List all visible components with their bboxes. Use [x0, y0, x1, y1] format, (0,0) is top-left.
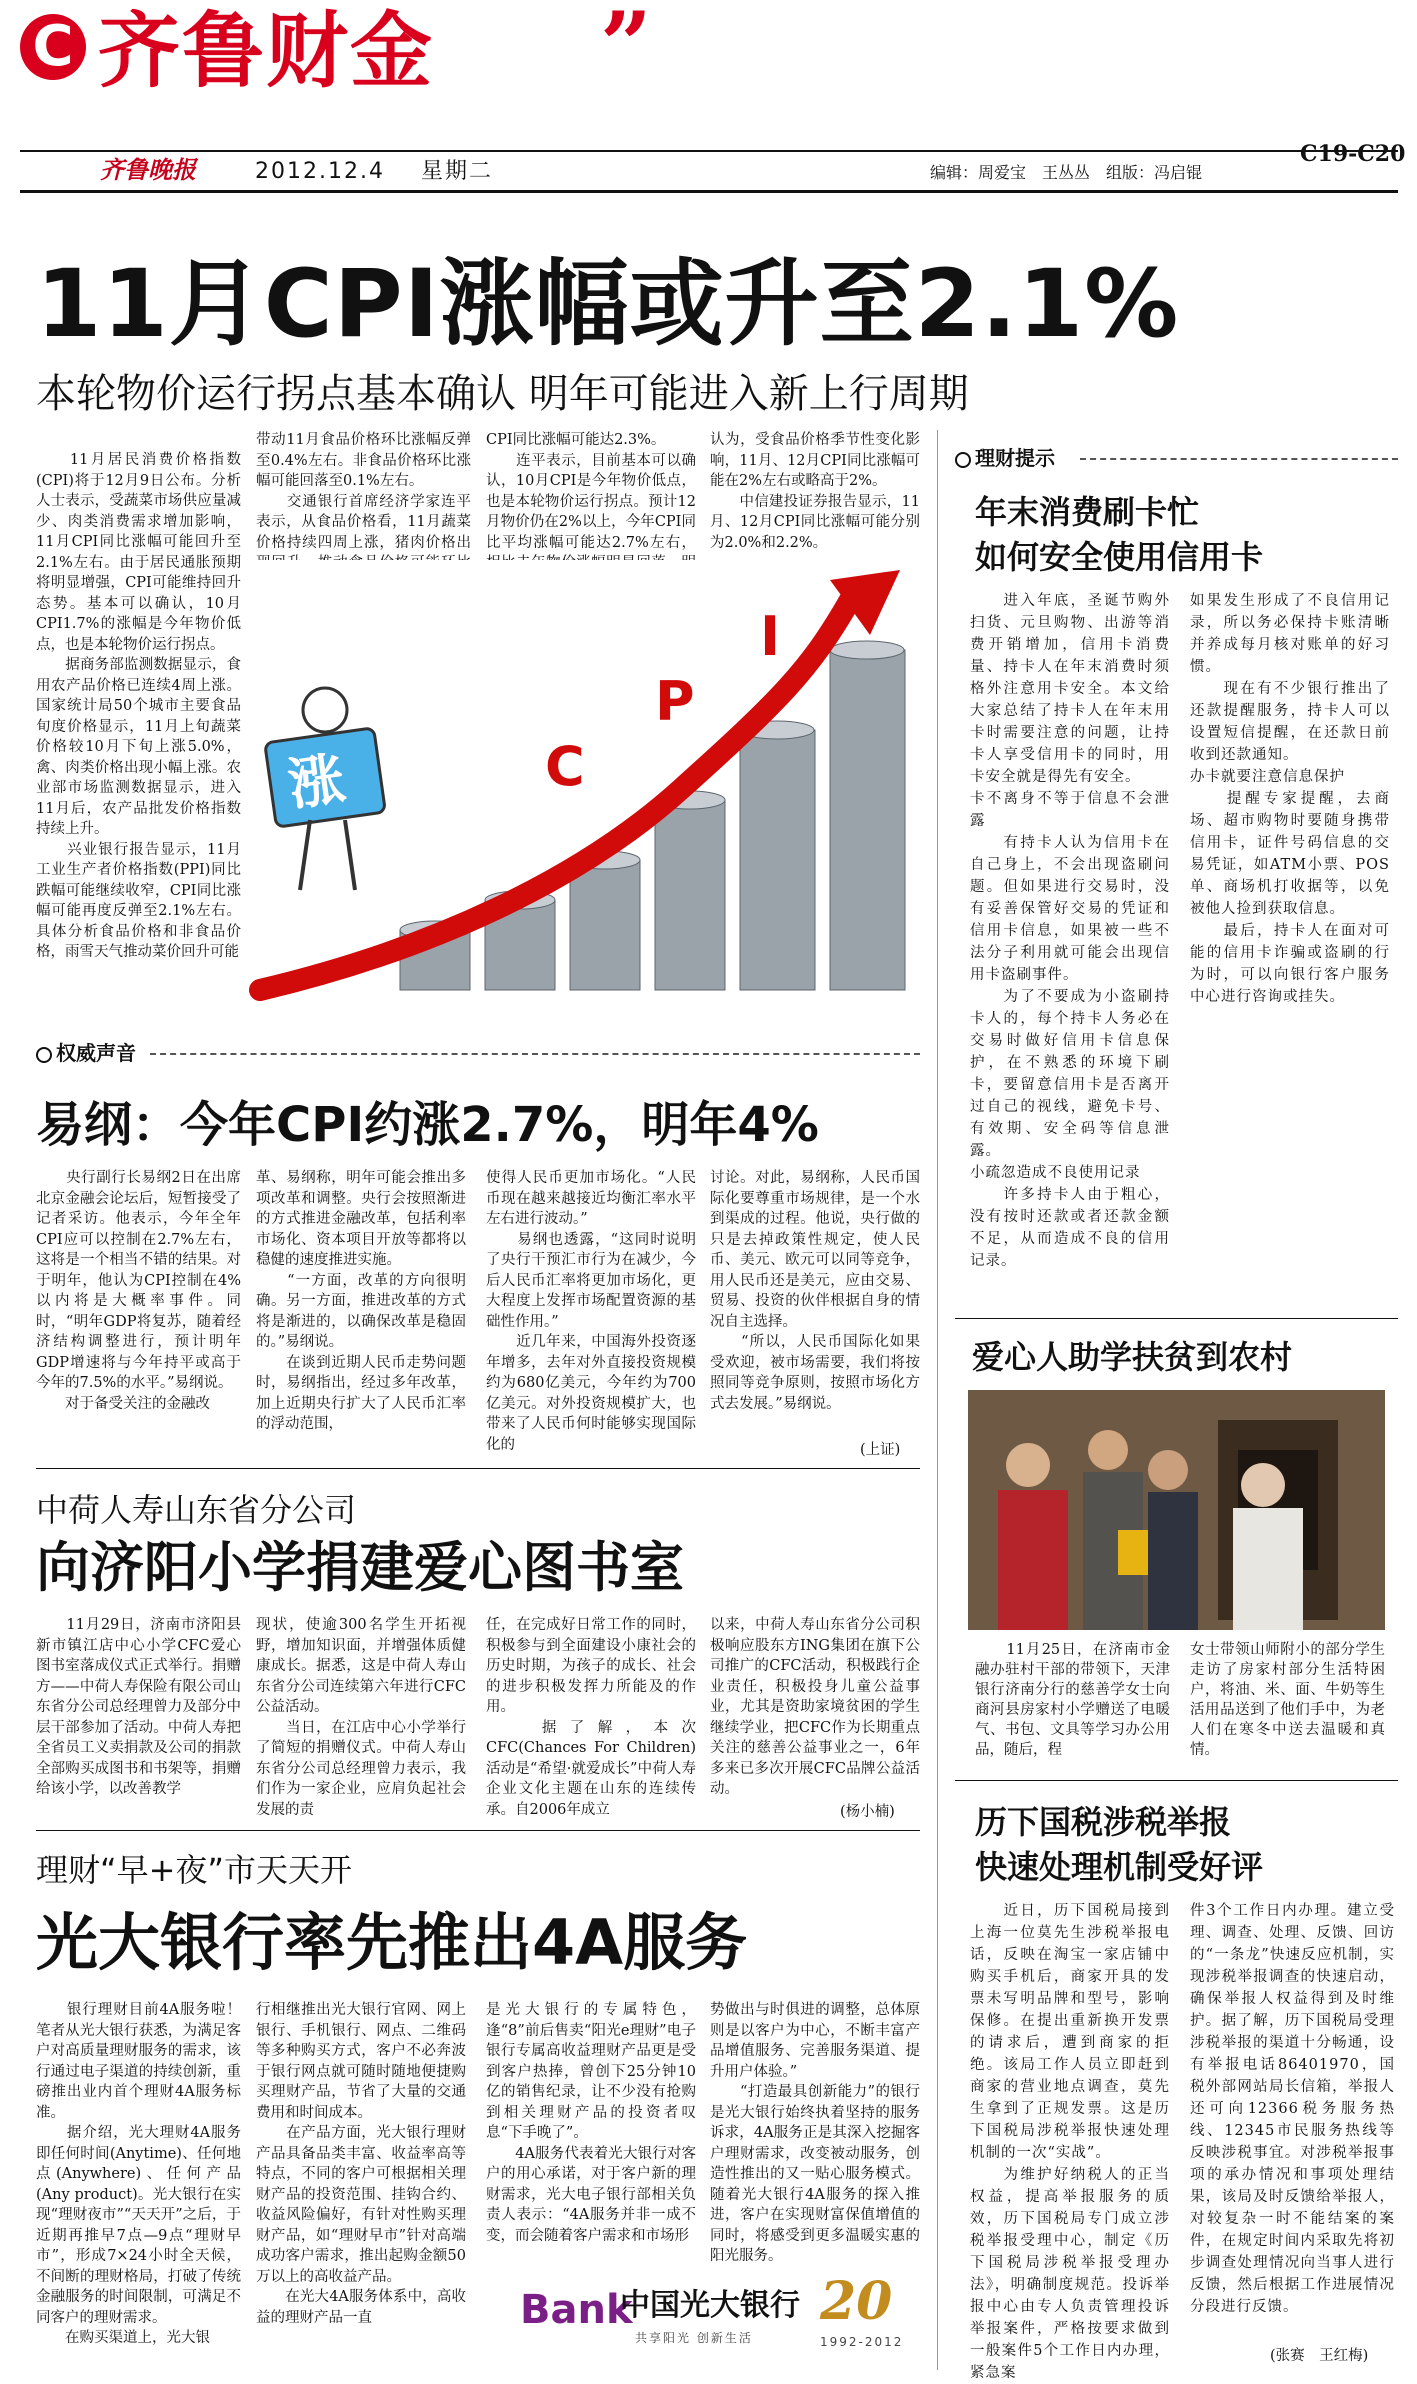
cebbank-logo: Bank	[520, 2287, 633, 2333]
rule-3	[36, 1830, 920, 1831]
section-authority: 权威声音	[36, 1040, 136, 1066]
lead-column-4: 认为，受食品价格季节性变化影响，11月、12月CPI同比涨幅可能在2%左右或略高于2%。 中信建投证券报告显示，11月、12月CPI同比涨幅可能分别为2.0%和2.2%。	[710, 432, 920, 551]
lead-column-1: 11月居民消费价格指数(CPI)将于12月9日公布。分析人士表示，受蔬菜市场供应量减少、肉类消费需求增加影响，11月CPI同比涨幅可能回升至2.1%左右。由于居民通胀预期将明显增强，CPI可能维持回升态势。基本可以确认，10月CPI1.7%的涨幅是今年物价低点，也是本轮物价运行拐点。 据商务部监测数据显示，食用农产品价格已连续4周上涨。国家统计局50个城市主要食品旬度价格显示，11月上旬蔬菜价格较10月下旬上涨5.0%，禽、肉类价格出现小幅上涨。农业部市场监测数据显示，进入11月后，农产品批发价格指数持续上升。 兴业银行报告显示，11月工业生产者价格指数(PPI)同比跌幅可能继续收窄，CPI同比涨幅可能再度反弹至2.1%左右。具体分析食品价格和非食品价格，雨雪天气推动菜价回升可能	[36, 452, 241, 960]
authority-credit: (上证)	[860, 1442, 901, 1458]
tax-headline-2: 快速处理机制受好评	[975, 1848, 1264, 1886]
authority-column-2: 革、易纲称，明年可能会推出多项改革和调整。央行会按照渐进的方式推进金融改革，包括利率市场化、资本项目开放等都将以稳健的速度推进实施。 “一方面，改革的方向很明确。另一方面，推进改革的方式将是渐进的，以确保改革是稳固的。”易纲说。 在谈到近期人民币走势问题时，易纲指出，经过多年改革，加上近期央行扩大了人民币汇率的浮动范围，	[256, 1170, 466, 1432]
library-column-1: 11月29日，济南市济阳县新市镇江店中心小学CFC爱心图书室落成仪式正式举行。捐赠方——中荷人寿保险有限公司山东省分公司总经理曾力及部分中层干部参加了活动。中荷人寿把全省员工义卖捐款及公司的捐款全部购买成图书和书架等，捐赠给该小学，以改善教学	[36, 1617, 241, 1797]
issue-weekday: 星期二	[420, 159, 493, 184]
lead-column-3: CPI同比涨幅可能达2.3%。 连平表示，目前基本可以确认，10月CPI是今年物价低点，也是本轮物价运行拐点。预计12月物价仍在2%以上，今年CPI同比平均涨幅可能达2.7%左右，	[486, 432, 696, 551]
dateline	[255, 158, 493, 186]
library-column-4: 以来，中荷人寿山东省分公司积极响应股东方ING集团在旗下公司推广的CFC活动，积极践行企业责任，积极投身儿童公益事业，尤其是资助家境贫困的学生继续学业，把CFC作为长期重点关注的慈善公益事业之一，6年多来已多次开展CFC品牌公益活动。	[710, 1617, 920, 1797]
bank-column-2: 行相继推出光大银行官网、网上银行、手机银行、网点、二维码等多种购买方式，客户不必奔波于银行网点就可随时随地便捷购买理财产品，节省了大量的交通费用和时间成本。 在产品方面，光大银行理财产品具备品类丰富、收益率高等特点，不同的客户可根据相关理财产品的投资范围、挂钩合约、收益风险偏好，有针对性购买理财产品，如“理财早市”针对高端成功客户需求，推出起购金额50万以上的高收益产品。 在光大4A服务体系中，高收益的理财产品一直	[256, 2002, 466, 2326]
bank-headline: 光大银行率先推出4A服务	[36, 1906, 748, 1979]
masthead-title: 齐鲁财金	[98, 4, 435, 99]
library-kicker: 中荷人寿山东省分公司	[36, 1491, 357, 1529]
svg-text:I: I	[760, 605, 781, 668]
tax-column-2: 件3个工作日内办理。建立受理、调查、处理、反馈、回访的“一条龙”快速反应机制，实现涉税举报调查的快速启动，确保举报人权益得到及时维护。据了解，历下国税局受理涉税举报的渠道十分畅通，设有举报电话86401970，国税外部网站局长信箱，举报人还可向12366税务服务热线、12345市民服务热线等反映涉税事宜。对涉税举报事项的承办情况和事项处理结果，该局及时反馈给举报人，对较复杂一时不能结案的案件，在规定时间内采取先将初步调查处理情况向当事人进行反馈，然后根据工作进展情况分段进行反馈。	[1190, 1903, 1395, 2315]
masthead-rule	[20, 150, 1398, 152]
cebbank-name: 中国光大银行	[620, 2288, 800, 2323]
library-column-3: 任，在完成好日常工作的同时，积极参与到全面建设小康社会的历史时期，为孩子的成长、社会的进步积极发挥力所能及的作用。 据了解，本次CFC(Chances For Children)活动是“希望·就爱成长”中荷人寿企业文化主题在山东的连续传承。自2006年成立	[486, 1617, 696, 1818]
bank-column-1: 银行理财目前4A服务啦！笔者从光大银行获悉，为满足客户对高质量理财服务的需求，该行通过电子渠道的持续创新，重磅推出业内首个理财4A服务标准。 据介绍，光大理财4A服务即任何时间(Anytime)、任何地点(Anywhere)、任何产品(Any product)。光大银行在实现“理财夜市”“天天开”之后，于近期再推早7点—9点“理财早市”，形成7×24小时全天候，不间断的理财格局，打破了传统金融服务的时间限制，可满足不同客户的理财需求。 在购买渠道上，光大银	[36, 2002, 241, 2346]
tips-column-1: 进入年底，圣诞节购外扫货、元旦购物、出游等消费开销增加，信用卡消费量、持卡人在年末消费时须格外注意用卡安全。本文给大家总结了持卡人在年末用卡时需要注意的问题，让持卡人享受信用卡的同时，用卡安全就是得先有安全。 卡不离身不等于信息不会泄露 有持卡人认为信用卡在自己身上，不会出现盗刷问题。但如果进行交易时，没有妥善保管好交易的凭证和信用卡信息，如果被一些不法分子利用就可能会出现信用卡盗刷事件。 为了不要成为小盗刷持卡人的，每个持卡人务必在交易时做好信用卡信息保护，在不熟悉的环境下刷卡，要留意信用卡是否离开过自己的视线，避免卡号、有效期、安全码等信息泄露。 小疏忽造成不良使用记录 许多持卡人由于粗心，没有按时还款或者还款金额不足，从而造成不良的信用记录。	[970, 593, 1170, 1269]
cebbank-ad	[520, 2268, 920, 2368]
rule-5	[955, 1780, 1398, 1781]
page-numbers: C19-C20	[1300, 141, 1406, 167]
charity-photo	[968, 1390, 1385, 1630]
cpi-coins-illustration	[250, 560, 920, 1010]
lead-column-2: 带动11月食品价格环比涨幅反弹至0.4%左右。非食品价格环比涨幅可能回落至0.1%左右。 交通银行首席经济学家连平表示，从食品价格看，11月蔬菜价格持续四周上涨，猪肉价格出	[256, 432, 471, 551]
tips-headline-1: 年末消费刷卡忙	[975, 493, 1200, 531]
section-divider	[150, 1053, 920, 1055]
library-column-2: 现状，使逾300名学生开拓视野，增加知识面，并增强体质健康成长。据悉，这是中荷人寿山东省分公司连续第六年进行CFC公益活动。 当日，在江店中心小学举行了简短的捐赠仪式。中荷人寿山东省分公司总经理曾力表示，我们作为一家企业，应肩负起社会发展的责	[256, 1617, 466, 1818]
masthead-quote-mark: ”	[600, 0, 652, 98]
bank-column-3: 是光大银行的专属特色，逢“8”前后售卖“阳光e理财”电子银行专属高收益理财产品更是受到客户热捧，曾创下25分钟10亿的销售纪录，让不少没有抢购到相关理财产品的投资者叹息“下手晚了”。 4A服务代表着光大银行对客户的用心承诺，对于客户新的理财需求，光大电子银行部相关负责人表示：“4A服务并非一成不变，而会随着客户需求和市场形	[486, 2002, 696, 2244]
authority-column-3: 使得人民币更加市场化。“人民币现在越来越接近均衡汇率水平左右进行波动。” 易纲也透露，“这同时说明了央行干预汇市行为在减少，今后人民币汇率将更加市场化，更大程度上发挥市场配置资源的基础性作用。” 近几年来，中国海外投资逐年增多，去年对外直接投资规模约为680亿美元，今年约为700亿美元。对外投资规模扩大，也带来了人民币何时能够实现国际化的	[486, 1170, 696, 1453]
rule-2	[36, 1468, 920, 1469]
anniversary-years: 1992-2012	[820, 2335, 904, 2349]
charity-caption-2: 女士带领山师附小的部分学生走访了房家村部分生活特困户，将油、米、面、牛奶等生活用品送到了他们手中，为老人们在寒冬中送去温暖和真情。	[1190, 1642, 1385, 1758]
lead-subheadline: 本轮物价运行拐点基本确认 明年可能进入新上行周期	[36, 371, 969, 417]
authority-column-1: 央行副行长易纲2日在出席北京金融会论坛后，短暂接受了记者采访。他表示，今年全年CPI应可以控制在2.7%左右，这将是一个相当不错的结果。对于明年，他认为CPI控制在4%以内将是大概率事件。同时，“明年GDP将复苏，随着经济结构调整进行，预计明年GDP增速将与今年持平或高于今年的7.5%的水平。”易纲说。 对于备受关注的金融改	[36, 1170, 241, 1412]
section-tips: 理财提示	[955, 445, 1055, 471]
editors-line: 编辑：周爱宝 王丛丛 组版：冯启锟	[930, 163, 1203, 182]
paper-name: 齐鲁晚报	[100, 155, 196, 184]
library-credit: (杨小楠)	[840, 1804, 895, 1820]
cebbank-slogan: 共享阳光 创新生活	[635, 2331, 753, 2345]
tax-column-1: 近日，历下国税局接到上海一位莫先生涉税举报电话，反映在淘宝一家店铺中购买手机后，商家开具的发票未写明品牌和型号，影响保修。在提出重新换开发票的请求后，遭到商家的拒绝。该局工作人员立即赶到商家的营业地点调查，莫先生拿到了正规发票。这是历下国税局涉税举报快速处理机制的一次“实战”。 为维护好纳税人的正当权益，提高举报服务的质效，历下国税局专门成立涉税举报受理中心，制定《历下国税局涉税举报受理办法》，明确制度规范。投诉举报中心由专人负责管理投诉举报案件，严格按要求做到一般案件5个工作日内办理，紧急案	[970, 1903, 1170, 2381]
tips-column-2: 如果发生形成了不良信用记录，所以务必保持卡账清晰并养成每月核对账单的好习惯。 现在有不少银行推出了还款提醒服务，持卡人可以设置短信提醒，在还款日前收到还款通知。 办卡就要注意信息保护 提醒专家提醒，去商场、超市购物时要随身携带信用卡，证件号码信息的交易凭证，如ATM小票、POS单、商场机打收据等，以免被他人捡到获取信息。 最后，持卡人在面对可能的信用卡诈骗或盗刷的行为时，可以向银行客户服务中心进行咨询或挂失。	[1190, 593, 1390, 1005]
tax-credit: (张赛 王红梅)	[1270, 2348, 1369, 2364]
column-divider	[937, 430, 938, 2370]
anniversary-mark: 20	[820, 2271, 893, 2332]
issue-date: 2012.12.4	[255, 159, 385, 184]
charity-caption-1: 11月25日，在济南市金融办驻村干部的带领下，天津银行济南分行的慈善学女士向商河县房家村小学赠送了电暖气、书包、文具等学习办公用品，随后，程	[975, 1642, 1170, 1758]
rule-4	[955, 1318, 1398, 1319]
authority-column-4: 讨论。对此，易纲称，人民币国际化要尊重市场规律，是一个水到渠成的过程。他说，央行做的只是去掉政策性规定，使人民币、美元、欧元可以同等竞争，用人民币还是美元，应由交易、贸易、投资的伙伴根据自身的情况自主选择。 “所以，人民币国际化如果受欢迎，被市场需要，我们将按照同等竞争原则，按照市场化方式去发展。”易纲说。	[710, 1170, 920, 1412]
masthead-logo-icon: C	[20, 14, 86, 80]
library-headline: 向济阳小学捐建爱心图书室	[36, 1536, 684, 1599]
svg-text:涨: 涨	[284, 746, 349, 819]
svg-text:C: C	[545, 735, 585, 798]
bank-column-4: 势做出与时俱进的调整，总体原则是以客户为中心，不断丰富产品增值服务、完善服务渠道、提升用户体验。” “打造最具创新能力”的银行是光大银行始终执着坚持的服务诉求，4A服务正是其深入挖掘客户理财需求，改变被动服务，创造性推出的又一贴心服务模式。随着光大银行4A服务的探入推进，客户在实现财富保值增值的同时，将感受到更多温暖实惠的阳光服务。	[710, 2002, 920, 2264]
tips-divider	[1080, 458, 1398, 460]
tax-headline-1: 历下国税涉税举报	[975, 1803, 1232, 1841]
header-rule	[20, 190, 1398, 193]
lead-headline: 11月CPI涨幅或升至2.1%	[36, 250, 1180, 359]
svg-text:P: P	[655, 670, 695, 733]
charity-headline: 爱心人助学扶贫到农村	[972, 1338, 1293, 1376]
tips-headline-2: 如何安全使用信用卡	[975, 538, 1264, 576]
bank-kicker: 理财“早+夜”市天天开	[36, 1851, 352, 1889]
authority-headline: 易纲：今年CPI约涨2.7%，明年4%	[36, 1097, 819, 1153]
